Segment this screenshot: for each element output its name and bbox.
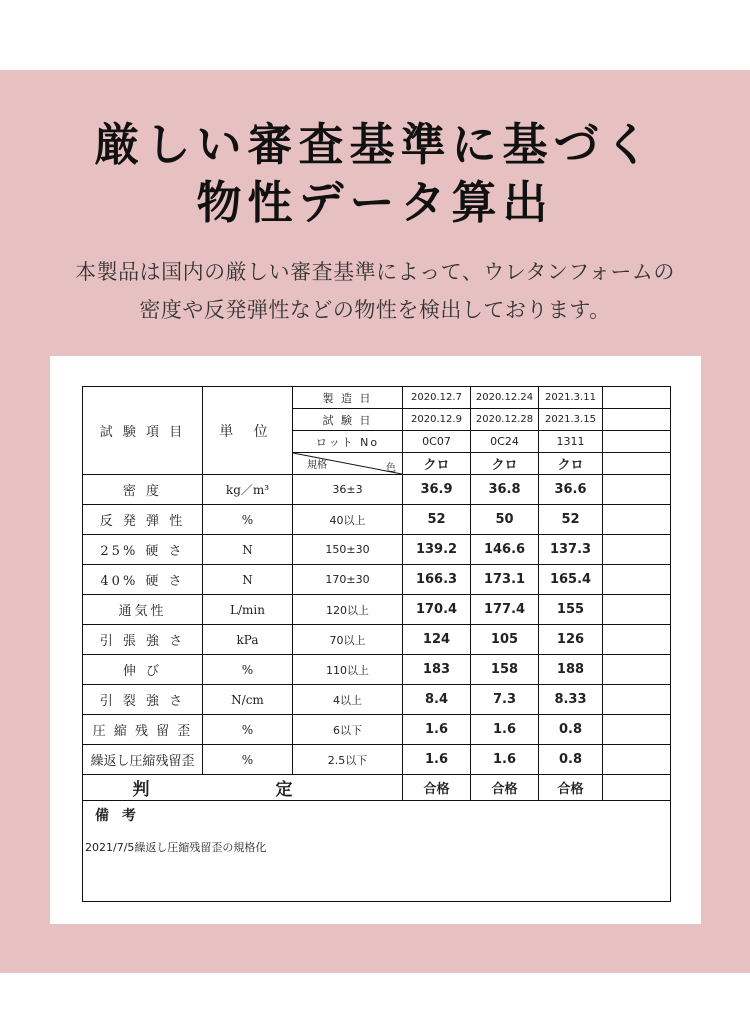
empty-cell	[603, 745, 671, 775]
unit-header: 単 位	[203, 387, 293, 475]
table-row	[83, 685, 671, 715]
color-label: 色	[386, 463, 396, 474]
lot-number-2: 0C24	[471, 431, 539, 453]
test-unit: %	[203, 655, 293, 685]
judgement-result-2: 合格	[471, 775, 539, 801]
empty-cell	[603, 715, 671, 745]
test-report-table	[82, 386, 671, 902]
lot-number-3: 1311	[539, 431, 603, 453]
test-unit: %	[203, 745, 293, 775]
result-value-2: 173.1	[471, 565, 539, 595]
empty-cell	[603, 595, 671, 625]
empty-cell	[603, 409, 671, 431]
result-value-2: 105	[471, 625, 539, 655]
judgement-result-1: 合格	[403, 775, 471, 801]
lot-number-1: 0C07	[403, 431, 471, 453]
table-row	[83, 745, 671, 775]
spec-label: 規格	[307, 460, 327, 471]
test-item-name: 伸 び	[83, 655, 203, 685]
test-date-2: 2020.12.28	[471, 409, 539, 431]
test-unit: %	[203, 505, 293, 535]
test-item-header: 試 験 項 目	[83, 387, 203, 475]
result-value-2: 7.3	[471, 685, 539, 715]
test-unit: %	[203, 715, 293, 745]
result-value-3: 8.33	[539, 685, 603, 715]
manufacture-date-2: 2020.12.24	[471, 387, 539, 409]
result-value-3: 36.6	[539, 475, 603, 505]
empty-cell	[603, 475, 671, 505]
remarks-cell	[83, 801, 671, 902]
empty-cell	[603, 685, 671, 715]
test-item-name: 密 度	[83, 475, 203, 505]
result-value-1: 1.6	[403, 715, 471, 745]
page-title-line2: 物性データ算出	[196, 176, 554, 229]
empty-cell	[603, 655, 671, 685]
test-date-3: 2021.3.15	[539, 409, 603, 431]
empty-cell	[603, 775, 671, 801]
standard-value: 150±30	[293, 535, 403, 565]
judgement-row	[83, 775, 671, 801]
test-date-label: 試 験 日	[293, 409, 403, 431]
standard-value: 170±30	[293, 565, 403, 595]
description-line2: 密度や反発弾性などの物性を検出しております。	[139, 298, 611, 322]
table-row	[83, 595, 671, 625]
test-date-1: 2020.12.9	[403, 409, 471, 431]
color-3: クロ	[539, 453, 603, 475]
test-unit: L/min	[203, 595, 293, 625]
result-value-1: 52	[403, 505, 471, 535]
standard-value: 120以上	[293, 595, 403, 625]
result-value-2: 36.8	[471, 475, 539, 505]
empty-cell	[603, 453, 671, 475]
empty-cell	[603, 431, 671, 453]
spec-color-diagonal-cell	[293, 453, 403, 475]
result-value-1: 139.2	[403, 535, 471, 565]
result-value-1: 8.4	[403, 685, 471, 715]
result-value-1: 1.6	[403, 745, 471, 775]
result-value-3: 188	[539, 655, 603, 685]
result-value-2: 177.4	[471, 595, 539, 625]
empty-cell	[603, 625, 671, 655]
test-item-name: 圧 縮 残 留 歪	[83, 715, 203, 745]
standard-value: 2.5以下	[293, 745, 403, 775]
empty-cell	[603, 535, 671, 565]
empty-cell	[603, 387, 671, 409]
result-value-3: 155	[539, 595, 603, 625]
manufacture-date-3: 2021.3.11	[539, 387, 603, 409]
remarks-row	[83, 801, 671, 902]
table-row	[83, 715, 671, 745]
test-item-name: 反 発 弾 性	[83, 505, 203, 535]
result-value-3: 126	[539, 625, 603, 655]
test-item-name: 繰返し圧縮残留歪	[83, 745, 203, 775]
result-value-2: 158	[471, 655, 539, 685]
result-value-1: 170.4	[403, 595, 471, 625]
color-1: クロ	[403, 453, 471, 475]
empty-cell	[603, 565, 671, 595]
standard-value: 6以下	[293, 715, 403, 745]
remarks-note: 2021/7/5繰返し圧縮残留歪の規格化	[85, 841, 267, 854]
result-value-2: 1.6	[471, 745, 539, 775]
standard-value: 4以上	[293, 685, 403, 715]
result-value-3: 52	[539, 505, 603, 535]
result-value-2: 1.6	[471, 715, 539, 745]
result-value-2: 50	[471, 505, 539, 535]
test-item-name: 通気性	[83, 595, 203, 625]
standard-value: 70以上	[293, 625, 403, 655]
test-item-name: 引 裂 強 さ	[83, 685, 203, 715]
result-value-3: 165.4	[539, 565, 603, 595]
result-value-2: 146.6	[471, 535, 539, 565]
result-value-1: 183	[403, 655, 471, 685]
standard-value: 36±3	[293, 475, 403, 505]
table-row	[83, 535, 671, 565]
header-row-manufacture	[83, 387, 671, 409]
table-row	[83, 625, 671, 655]
color-2: クロ	[471, 453, 539, 475]
result-value-3: 137.3	[539, 535, 603, 565]
test-unit: N	[203, 565, 293, 595]
judgement-result-3: 合格	[539, 775, 603, 801]
test-report-card	[50, 356, 701, 924]
result-value-1: 166.3	[403, 565, 471, 595]
standard-value: 110以上	[293, 655, 403, 685]
judgement-label: 判 定	[83, 775, 403, 801]
remarks-title: 備 考	[95, 808, 140, 824]
test-unit: N	[203, 535, 293, 565]
result-value-1: 124	[403, 625, 471, 655]
test-item-name: 引 張 強 さ	[83, 625, 203, 655]
test-unit: kPa	[203, 625, 293, 655]
result-value-3: 0.8	[539, 745, 603, 775]
test-item-name: 25% 硬 さ	[83, 535, 203, 565]
description-line1: 本製品は国内の厳しい審査基準によって、ウレタンフォームの	[75, 260, 675, 284]
manufacture-date-1: 2020.12.7	[403, 387, 471, 409]
page-title-line1: 厳しい審査基準に基づく	[94, 118, 656, 171]
table-row	[83, 655, 671, 685]
test-unit: N/cm	[203, 685, 293, 715]
standard-value: 40以上	[293, 505, 403, 535]
result-value-3: 0.8	[539, 715, 603, 745]
manufacture-date-label: 製 造 日	[293, 387, 403, 409]
table-row	[83, 565, 671, 595]
lot-number-label: ロット No	[293, 431, 403, 453]
empty-cell	[603, 505, 671, 535]
result-value-1: 36.9	[403, 475, 471, 505]
test-unit: kg／m³	[203, 475, 293, 505]
test-item-name: 40% 硬 さ	[83, 565, 203, 595]
table-row	[83, 505, 671, 535]
table-row	[83, 475, 671, 505]
